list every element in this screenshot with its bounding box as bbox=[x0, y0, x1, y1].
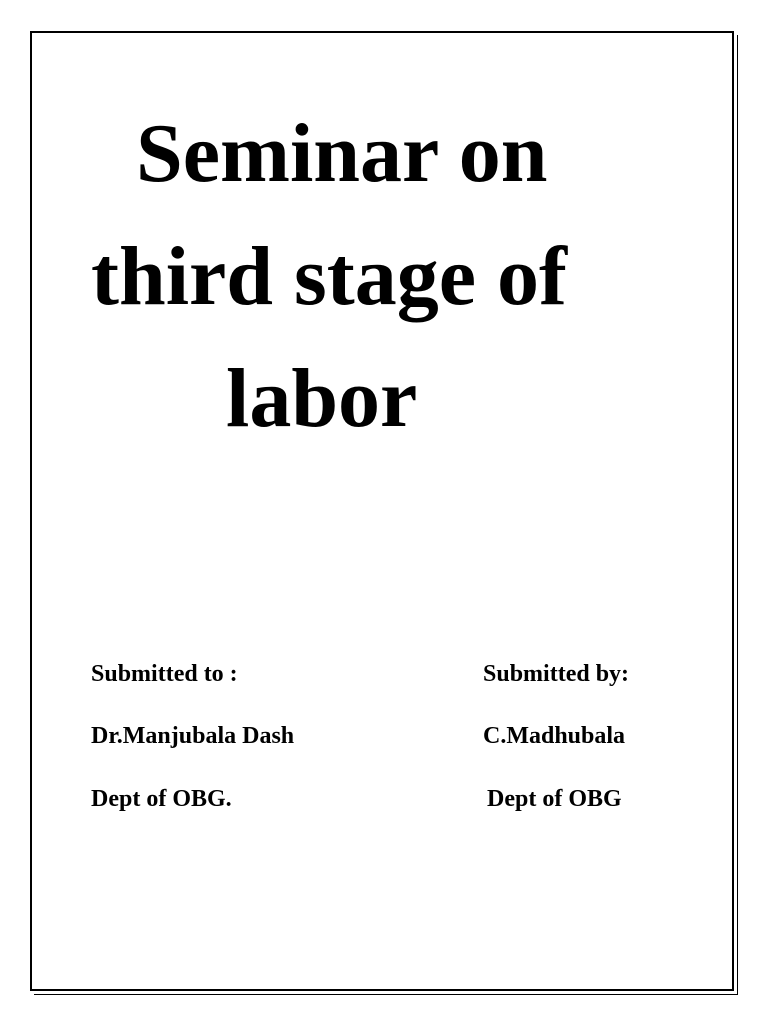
submitted-to-name: Dr.Manjubala Dash bbox=[91, 723, 295, 749]
submitted-by-name: C.Madhubala bbox=[483, 723, 626, 749]
title-line-1: Seminar on bbox=[136, 107, 548, 200]
title-line-2: third stage of bbox=[91, 230, 567, 323]
title-line-3: labor bbox=[226, 352, 418, 445]
submitted-to-department: Dept of OBG. bbox=[91, 786, 232, 812]
submitted-to-label: Submitted to : bbox=[91, 661, 238, 687]
submitted-by-department: Dept of OBG bbox=[487, 786, 622, 812]
submitted-by-label: Submitted by: bbox=[483, 661, 630, 687]
